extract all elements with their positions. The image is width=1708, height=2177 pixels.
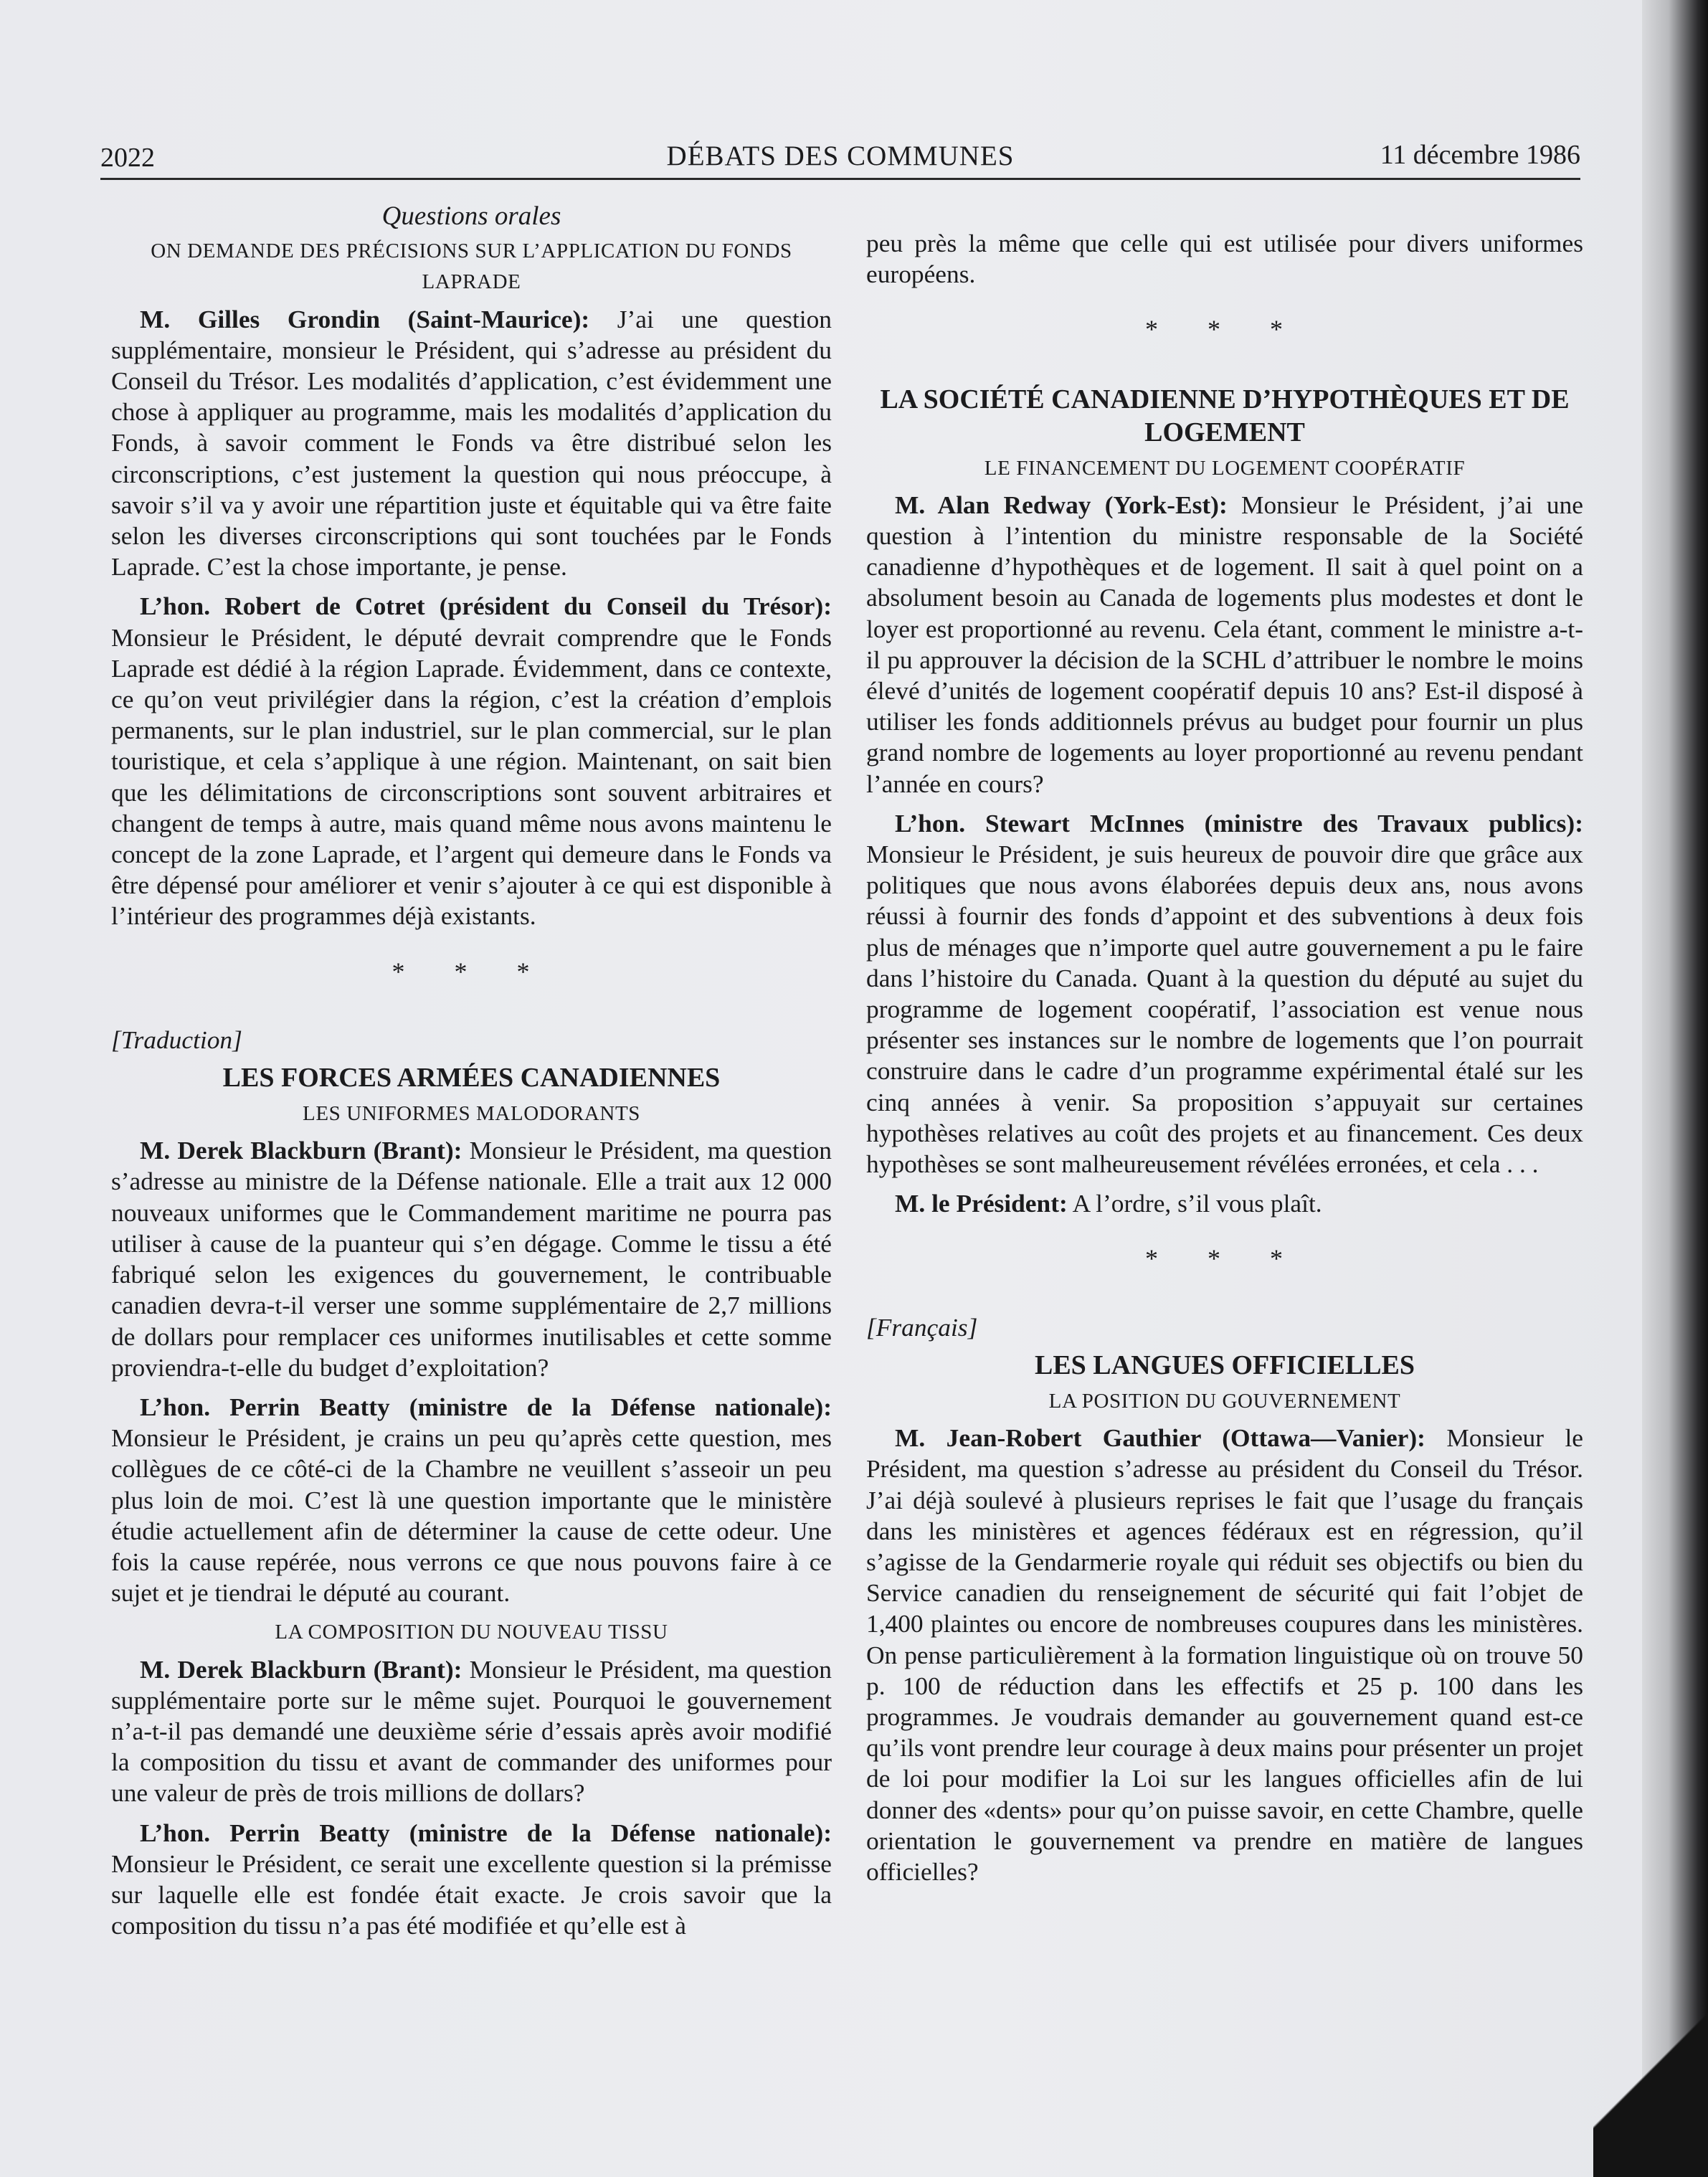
speaker-name: L’hon. Perrin Beatty (ministre de la Défense nationale): <box>140 1818 832 1847</box>
paragraph <box>111 304 832 583</box>
paragraph <box>866 1423 1583 1887</box>
page-number: 2022 <box>100 143 155 173</box>
header-date: 11 décembre 1986 <box>1380 140 1580 170</box>
paragraph <box>111 1654 832 1809</box>
speech-text: Monsieur le Président, je suis heureux de pouvoir dire que grâce aux politiques que nous avons élaborées depuis deux ans, nous avons réussi à fournir des fonds d’appoint et des subventions à deux fois plus de ménages que n’importe quel autre gouvernement a pu le faire dans l’histoire du Canada. Quant à la question du député au sujet du programme de logement coopératif, l’association est venue nous présenter ses instances sur le nombre de logements que l’on pourrait construire dans le cadre d’un programme expérimental étalé sur les cinq années à venir. Sa proposition s’appuyait sur certaines hypothèses relatives au coût des projets et au financement. Ces deux hypothèses se sont malheureusement révélées erronées, et cela . . . <box>866 840 1583 1179</box>
speaker-name: L’hon. Stewart McInnes (ministre des Travaux publics): <box>895 808 1583 838</box>
paragraph <box>866 808 1583 1180</box>
paragraph: peu près la même que celle qui est utilisée pour divers uniformes européens. <box>866 229 1583 289</box>
speaker-name: M. Alan Redway (York-Est): <box>895 490 1228 519</box>
speech-text: Monsieur le Président, j’ai une question à l’intention du ministre responsable de la Société canadienne d’hypothèques et de logement. Il sait à quel point on a absolument besoin au Canada de logements plus modestes et dont le loyer est proportionné au revenu. Cela étant, comment le ministre a-t-il pu approuver la décision de la SCHL d’attribuer le nombre le moins élevé d’unités de logement coopératif depuis 10 ans? Est-il disposé à utiliser les fonds additionnels prévus au budget pour fournir un plus grand nombre de logements au loyer proportionné au revenu pendant l’année en cours? <box>866 490 1583 798</box>
speaker-name: M. Jean-Robert Gauthier (Ottawa—Vanier): <box>895 1423 1425 1453</box>
paragraph <box>111 591 832 931</box>
speech-text: Monsieur le Président, ma question supplémentaire porte sur le même sujet. Pourquoi le gouvernement n’a-t-il pas demandé une deuxième série d’essais après avoir modifié la composition du tissu et avant de commander des uniformes pour une valeur de près de trois millions de dollars? <box>111 1654 832 1808</box>
speech-text: Monsieur le Président, ma question s’adresse au ministre de la Défense nationale. Elle a trait aux 12 000 nouveaux uniformes que le Commandement maritime ne pourra pas utiliser à cause de la puanteur qui s’en dégage. Comme le tissu a été fabriqué selon les exigences du gouvernement, le contribuable canadien devra-t-il verser une somme supplémentaire de 2,7 millions de dollars pour remplacer ces uniformes inutilisables et cette somme proviendra-t-elle du budget d’exploitation? <box>111 1136 832 1382</box>
section-heading: LES FORCES ARMÉES CANADIENNES <box>222 1063 721 1094</box>
speaker-name: M. le Président: <box>895 1189 1068 1218</box>
subheading: LA COMPOSITION DU NOUVEAU TISSU <box>275 1621 668 1644</box>
page-corner-shadow <box>1593 1991 1708 2177</box>
running-header <box>100 135 1580 180</box>
section-separator: * * * <box>1145 315 1304 344</box>
book-spine-shadow <box>1642 0 1708 2177</box>
speech-text: A l’ordre, s’il vous plaît. <box>1067 1189 1322 1218</box>
speaker-name: M. Derek Blackburn (Brant): <box>140 1136 462 1165</box>
paragraph <box>111 1135 832 1383</box>
speech-text: Monsieur le Président, ce serait une excellente question si la prémisse sur laquelle elle est fondée était exacte. Je crois savoir que la composition du tissu n’a pas été modifiée et qu’elle est à <box>111 1849 832 1940</box>
section-heading: LA SOCIÉTÉ CANADIENNE D’HYPOTHÈQUES ET DE LOGEMENT <box>880 384 1570 447</box>
subheading: ON DEMANDE DES PRÉCISIONS SUR L’APPLICATION DU FONDS LAPRADE <box>151 239 792 294</box>
speech-text: Monsieur le Président, je crains un peu qu’après cette question, mes collègues de ce côté-ci de la Chambre ne veuillent s’asseoir un peu plus loin de moi. C’est là une question importante que le ministère étudie actuellement afin de déterminer la cause de cette odeur. Une fois la cause repérée, nous verrons ce que nous pouvons faire à ce sujet et je tiendrai le député au courant. <box>111 1423 832 1608</box>
speech-text: Monsieur le Président, le député devrait comprendre que le Fonds Laprade est dédié à la région Laprade. Évidemment, dans ce contexte, ce qu’on veut privilégier dans la région, c’est la création d’emplois permanents, sur le plan industriel, sur le plan commercial, sur le plan touristique, et cela s’applique à une région. Maintenant, on sait bien que les délimitations de circonscriptions sont souvent arbitraires et changent de temps à autre, mais quand même nous avons maintenu le concept de la zone Laprade, et l’argent qui demeure dans le Fonds va être dépensé pour améliorer et venir s’ajouter à ce qui est disponible à l’intérieur des programmes déjà existants. <box>111 622 832 931</box>
left-column <box>111 201 832 1950</box>
subheading: LA POSITION DU GOUVERNEMENT <box>1048 1389 1401 1413</box>
subheading: LES UNIFORMES MALODORANTS <box>303 1102 640 1126</box>
section-heading: LES LANGUES OFFICIELLES <box>1034 1350 1415 1380</box>
subheading: LE FINANCEMENT DU LOGEMENT COOPÉRATIF <box>984 456 1466 480</box>
speech-text: Monsieur le Président, ma question s’adresse au président du Conseil du Trésor. J’ai déjà soulevé à plusieurs reprises le fait que l’usage du français dans les ministères et agences fédéraux est en régression, qu’il s’agisse de la Gendarmerie royale qui réduit ses objectifs ou bien du Service canadien du renseignement de sécurité qui fait l’objet de 1,400 plaintes ou encore de nombreuses coupures dans les ministères. On pense particulièrement à la formation linguistique où on trouve 50 p. 100 de réduction dans les effectifs et 25 p. 100 dans les programmes. Je voudrais demander au gouvernement quand est-ce qu’ils vont prendre leur courage à deux mains pour présenter un projet de loi pour modifier la Loi sur les langues officielles afin de lui donner des «dents» pour qu’on puisse savoir, en cette Chambre, quelle orientation le gouvernement va prendre en matière de langues officielles? <box>866 1423 1583 1886</box>
paragraph <box>866 1188 1583 1219</box>
paragraph <box>866 490 1583 800</box>
speech-text: J’ai une question supplémentaire, monsieur le Président, qui s’adresse au président du Conseil du Trésor. Les modalités d’application, c’est évidemment une chose à appliquer au programme, mais les modalités d’application du Fonds, à savoir comment le Fonds va être distribué selon les circonscriptions, c’est justement la question qui nous préoccupe, à savoir s’il va y avoir une répartition juste et équitable qui va être faite selon les diverses circonscriptions qui sont touchées par le Fonds Laprade. C’est la chose importante, je pense. <box>111 304 832 582</box>
section-separator: * * * <box>392 957 551 986</box>
paragraph <box>111 1392 832 1608</box>
section-separator: * * * <box>1145 1244 1304 1274</box>
speaker-name: L’hon. Perrin Beatty (ministre de la Défense nationale): <box>140 1392 832 1421</box>
speaker-name: M. Derek Blackburn (Brant): <box>140 1654 462 1684</box>
speaker-name: M. Gilles Grondin (Saint-Maurice): <box>140 304 590 333</box>
section-title: Questions orales <box>381 201 561 231</box>
publication-title: DÉBATS DES COMMUNES <box>666 141 1015 171</box>
speaker-name: L’hon. Robert de Cotret (président du Conseil du Trésor): <box>140 592 832 621</box>
language-tag: [Traduction] <box>111 1025 242 1054</box>
paragraph <box>111 1818 832 1942</box>
language-tag: [Français] <box>866 1312 978 1342</box>
right-column <box>866 228 1583 1896</box>
